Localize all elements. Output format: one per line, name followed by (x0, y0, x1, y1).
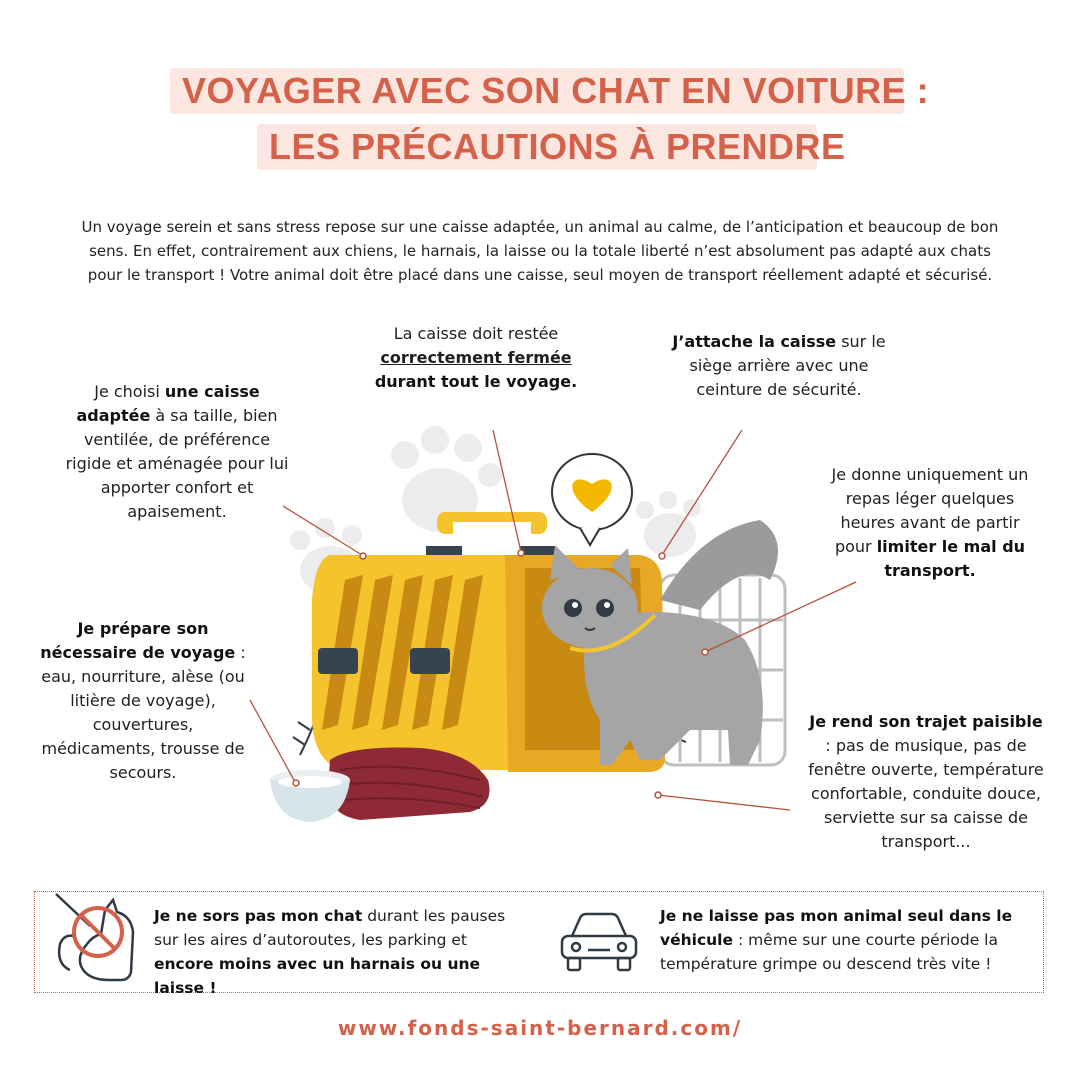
no-cat-leash-icon (50, 890, 140, 982)
tip-necessaire-voyage: Je prépare son nécessaire de voyage : eau, nourriture, alèse (ou litière de voyage), couvertures, médicaments, trousse de secours. (40, 619, 246, 782)
title-line-1: VOYAGER AVEC SON CHAT EN VOITURE : (170, 68, 904, 114)
tip-trajet-paisible: Je rend son trajet paisible : pas de musique, pas de fenêtre ouverte, température confortable, conduite douce, serviette sur sa caisse de transport... (808, 712, 1044, 851)
water-bowl (270, 770, 350, 822)
tip-caisse-fermee: La caisse doit restée correctement fermée durant tout le voyage. (374, 324, 578, 391)
intro-paragraph: Un voyage serein et sans stress repose sur une caisse adaptée, un animal au calme, de l’anticipation et beaucoup de bon sens. En effet, contrairement aux chiens, le harnais, la laisse ou la totale liberté n’est absolument pas adapté aux chats pour le transport ! Votre animal doit être placé dans une caisse, seul moyen de transport réellement adapté et sécurisé. (81, 218, 999, 284)
tip-attache-caisse: J’attache la caisse sur le siège arrière avec une ceinture de sécurité. (672, 332, 886, 399)
tip-caisse-adaptee: Je choisi une caisse adaptée à sa taille, bien ventilée, de préférence rigide et aménagée pour lui apporter confort et apaisement. (65, 382, 289, 521)
car-icon (558, 912, 640, 974)
heart-bubble (552, 454, 632, 545)
footer-url[interactable]: www.fonds-saint-bernard.com/ (337, 1016, 743, 1040)
title-line-2: LES PRÉCAUTIONS À PRENDRE (257, 124, 817, 170)
warning-ne-sors-pas: Je ne sors pas mon chat durant les pauses sur les aires d’autoroutes, les parking et encore moins avec un harnais ou une laisse ! (154, 907, 506, 997)
tip-repas-leger: Je donne uniquement un repas léger quelques heures avant de partir pour limiter le mal du transport. (831, 465, 1029, 580)
warning-ne-laisse-pas: Je ne laisse pas mon animal seul dans le véhicule : même sur une courte période la température grimpe ou descend très vite ! (660, 907, 1013, 973)
